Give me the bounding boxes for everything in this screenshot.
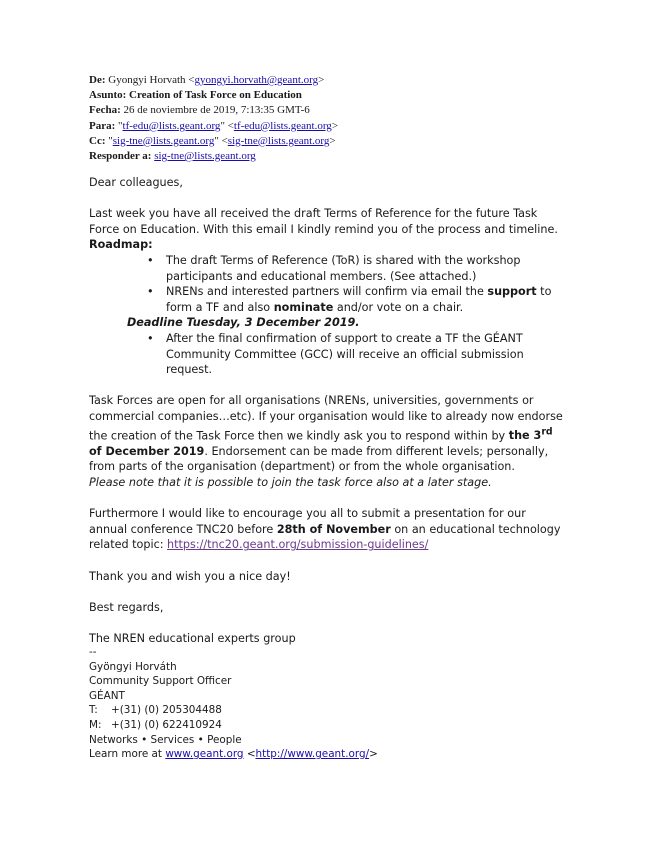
email-signature (89, 645, 378, 762)
reply-to-label: Responder a: (89, 150, 152, 163)
roadmap-item-text: to form a TF and also (166, 285, 552, 314)
phone-label: T: (89, 704, 98, 717)
roadmap-list-continued (89, 331, 564, 378)
join-later-note (89, 475, 564, 491)
roadmap-item-text: and/or vote on a chair. (333, 300, 464, 314)
roadmap-item-text: NRENs and interested partners will confirm via email the (166, 285, 488, 299)
learn-more-text: Learn more at (89, 748, 166, 761)
mobile-label: M: (89, 718, 102, 731)
tnc20-text: on an educational technology related topic: (89, 522, 561, 552)
subject-line (89, 88, 338, 103)
endorsement-paragraph (89, 393, 564, 475)
cc-display-link[interactable]: sig-tne@lists.geant.org (112, 134, 215, 147)
email-body (89, 175, 564, 647)
date-line (89, 103, 338, 118)
signature-phone (89, 703, 378, 718)
roadmap-heading (89, 237, 564, 253)
roadmap-list (89, 253, 564, 315)
nominate-emphasis: nominate (273, 300, 334, 314)
tnc20-text: Furthermore I would like to encourage you all to submit a presentation for our annual conference TNC20 before (89, 507, 526, 536)
date-label: Fecha: (89, 104, 121, 117)
endorsement-text: . Endorsement can be made from different levels; personally, from parts of the organisation (department) or from the whole organisation. (89, 444, 549, 474)
support-emphasis: support (487, 285, 537, 299)
from-label: De: (89, 74, 106, 86)
mobile-number: +(31) (0) 622410924 (111, 718, 222, 731)
tnc20-paragraph (89, 506, 564, 553)
cc-email-link[interactable]: sig-tne@lists.geant.org (227, 134, 330, 147)
intro-paragraph: Last week you have all received the draft Terms of Reference for the future Task Force on Education. With this email I kindly remind you of the process and timeline. (89, 207, 558, 236)
signature-tagline: Networks • Services • People (89, 733, 242, 746)
subject-label: Asunto: (89, 89, 127, 102)
website-url-link[interactable]: http://www.geant.org/ (255, 748, 370, 761)
endorsement-text: Task Forces are open for all organisations (NRENs, universities, governments or commercial companies…etc). If your organisation would like to already now endorse the creation of the Task Force then we kindly ask you to respond within by (89, 394, 563, 443)
signature-title: Community Support Officer (89, 675, 232, 688)
email-header (89, 73, 338, 164)
signature-org: GÉANT (89, 689, 125, 702)
regards-line: Best regards, (89, 600, 164, 614)
reply-to-line (89, 149, 338, 164)
deadline-line: Deadline Tuesday, 3 December 2019. (127, 316, 360, 330)
to-email-link[interactable]: tf-edu@lists.geant.org (233, 119, 332, 132)
thanks-line: Thank you and wish you a nice day! (89, 569, 291, 583)
deadline-emphasis-text: of December 2019 (89, 444, 205, 458)
from-name: Gyongyi Horvath (108, 74, 186, 86)
sender-group: The NREN educational experts group (89, 631, 296, 645)
to-line: Para: "tf-edu@lists.geant.org" <tf-edu@lists.geant.org> (89, 119, 339, 132)
ordinal-suffix: rd (541, 426, 553, 438)
deadline-emphasis-text: the 3 (508, 429, 542, 443)
website-link[interactable]: www.geant.org (165, 748, 244, 761)
tnc20-date-emphasis: 28th of November (276, 522, 391, 536)
date-text: 26 de noviembre de 2019, 7:13:35 GMT-6 (123, 104, 310, 117)
signature-mobile (89, 718, 378, 733)
to-label: Para: (89, 119, 116, 132)
signature-website-line: Learn more at www.geant.org <http://www.geant.org/> (89, 748, 378, 761)
subject-text: Creation of Task Force on Education (129, 89, 302, 102)
submission-guidelines-link[interactable]: https://tnc20.geant.org/submission-guidelines/ (167, 538, 429, 552)
cc-label: Cc: (89, 134, 106, 147)
to-display-link[interactable]: tf-edu@lists.geant.org (122, 119, 221, 132)
greeting: Dear colleagues, (89, 176, 183, 189)
roadmap-item: • After the final confirmation of support to create a TF the GÉANT Community Committee (GCC) will receive an official submission request. (89, 331, 564, 378)
roadmap-item (89, 284, 564, 315)
from-email-link[interactable]: gyongyi.horvath@geant.org (194, 74, 319, 86)
phone-number: +(31) (0) 205304488 (111, 704, 222, 717)
signature-separator: -- (89, 646, 97, 658)
cc-line: Cc: "sig-tne@lists.geant.org" <sig-tne@lists.geant.org> (89, 134, 336, 147)
from-line: De: Gyongyi Horvath <gyongyi.horvath@geant.org> (89, 74, 325, 86)
join-later-note-text: Please note that it is possible to join the task force also at a later stage. (89, 476, 492, 490)
reply-to-email-link[interactable]: sig-tne@lists.geant.org (154, 150, 256, 163)
signature-name: Gyöngyi Horváth (89, 660, 177, 673)
roadmap-label: Roadmap: (89, 238, 153, 252)
roadmap-item: • The draft Terms of Reference (ToR) is shared with the workshop participants and educational members. (See attached.) (89, 253, 564, 284)
